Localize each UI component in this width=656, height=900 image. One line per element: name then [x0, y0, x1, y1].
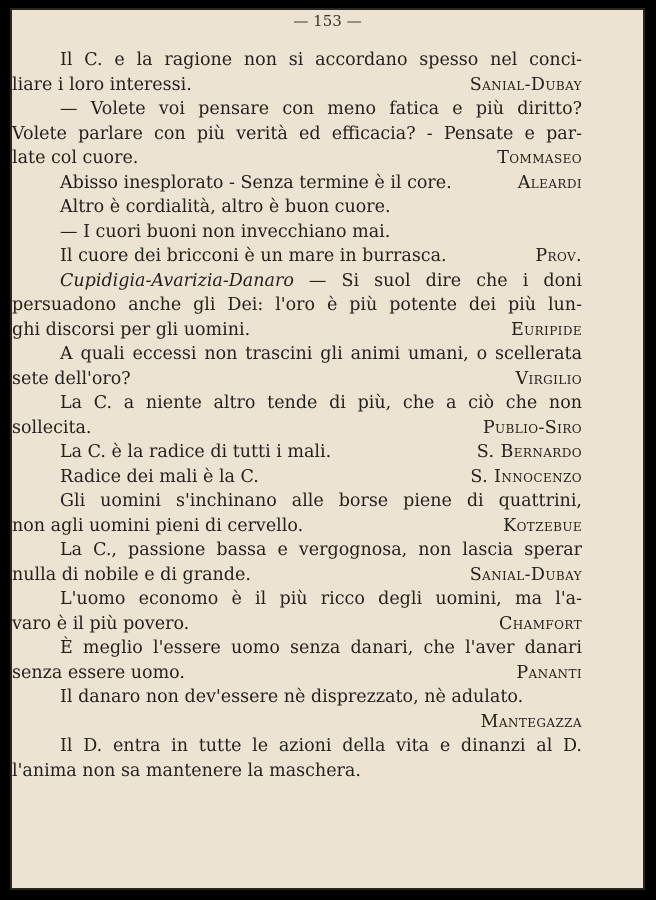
- text-line: — I cuori buoni non invecchiano mai.: [60, 221, 391, 242]
- line-text: — Si suol dire che i doni: [293, 270, 582, 291]
- author-credit: Sanial-Dubay: [469, 74, 582, 95]
- text-line: Il C. e la ragione non si accordano spesso nel conci-: [60, 50, 582, 70]
- line-text: La C. è la radice di tutti i mali.: [60, 442, 332, 462]
- text-line: [12, 563, 582, 588]
- author-credit: Sanial-Dubay: [469, 564, 582, 585]
- text-line: [12, 440, 582, 465]
- line-text: ghi discorsi per gli uomini.: [12, 319, 251, 340]
- text-line: persuadono anche gli Dei: l'oro è più potente dei più lun-: [12, 295, 582, 315]
- page-text: [12, 48, 582, 783]
- text-line: [12, 73, 582, 98]
- author-credit: Pananti: [516, 662, 582, 683]
- text-line: La C. a niente altro tende di più, che a ciò che non: [60, 393, 582, 413]
- text-line: [12, 710, 582, 735]
- page-number: — 153 —: [293, 12, 362, 30]
- text-line: [12, 244, 582, 269]
- text-line: [12, 514, 582, 539]
- text-line: [12, 269, 582, 294]
- text-line: A quali eccessi non trascini gli animi umani, o scellerata: [60, 344, 582, 364]
- line-text: varo è il più povero.: [12, 613, 190, 634]
- line-text: Radice dei mali è la C.: [60, 466, 259, 487]
- text-line: [12, 465, 582, 490]
- author-credit: Aleardi: [517, 172, 582, 193]
- line-text: Il cuore dei bricconi è un mare in burrasca.: [60, 246, 447, 266]
- text-line: La C., passione bassa e vergognosa, non lascia sperar: [60, 540, 582, 560]
- text-line: [12, 612, 582, 637]
- text-line: [12, 367, 582, 392]
- line-text: nulla di nobile e di grande.: [12, 564, 251, 585]
- author-credit: Chamfort: [499, 613, 582, 634]
- author-credit: Euripide: [510, 319, 582, 340]
- author-credit: Kotzebue: [503, 515, 582, 536]
- author-credit: Mantegazza: [480, 711, 582, 732]
- text-line: Volete parlare con più verità ed efficacia? - Pensate e par-: [12, 123, 582, 144]
- line-text: senza essere uomo.: [12, 662, 185, 683]
- line-text: sollecita.: [12, 417, 92, 438]
- text-line: [12, 661, 582, 686]
- text-line: È meglio l'essere uomo senza danari, che l'aver danari: [60, 638, 582, 658]
- book-page: [10, 8, 645, 890]
- author-credit: Publio-Siro: [482, 417, 582, 438]
- text-line: [12, 171, 582, 196]
- text-line: L'uomo economo è il più ricco degli uomini, ma l'a-: [60, 589, 582, 609]
- author-credit: S. Innocenzo: [470, 466, 582, 487]
- author-credit: Prov.: [535, 246, 582, 266]
- line-text: Abisso inesplorato - Senza termine è il core.: [60, 172, 452, 193]
- text-line: [12, 318, 582, 343]
- text-line: — Volete voi pensare con meno fatica e più diritto?: [60, 99, 582, 119]
- author-credit: Virgilio: [515, 368, 582, 389]
- text-line: Il danaro non dev'essere nè disprezzato, nè adulato.: [60, 687, 524, 707]
- text-line: Gli uomini s'inchinano alle borse piene di quattrini,: [60, 491, 582, 511]
- line-text: sete dell'oro?: [12, 368, 131, 389]
- text-line: Il D. entra in tutte le azioni della vita e dinanzi al D.: [60, 736, 582, 756]
- line-text: non agli uomini pieni di cervello.: [12, 515, 304, 536]
- text-line: [12, 146, 582, 171]
- section-heading: Cupidigia-Avarizia-Danaro: [60, 270, 294, 291]
- line-text: late col cuore.: [12, 148, 139, 168]
- text-line: [12, 416, 582, 441]
- author-credit: S. Bernardo: [476, 442, 582, 462]
- line-text: liare i loro interessi.: [12, 74, 192, 95]
- author-credit: Tommaseo: [497, 148, 582, 168]
- text-line: l'anima non sa mantenere la maschera.: [12, 760, 361, 781]
- text-line: Altro è cordialità, altro è buon cuore.: [60, 197, 391, 217]
